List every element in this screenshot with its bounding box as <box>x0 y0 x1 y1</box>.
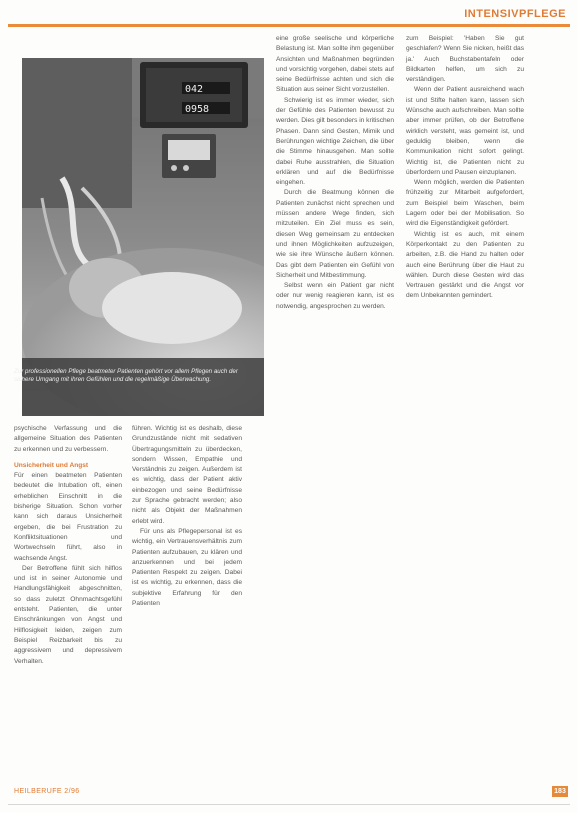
column-2-paragraph: Für uns als Pflegepersonal ist es wichtig, ein Vertrauensverhältnis zum Patienten aufzubauen, zu klären und anzuerkennen und bei jedem Patienten Respekt zu zeigen. Dabei ist es wichtig, zu erkennen, dass die subjektive Erfahrung für den Patienten <box>132 527 242 608</box>
column-1-paragraph: Der Betroffene fühlt sich hilflos und ist in seiner Autonomie und Handlungsfähigkeit abgeschnitten, so dass zuletzt Ohnmachtsgefühl entsteht. Patienten, die unter Einschränkungen von Angst und Hilflosigkeit leiden, zeigen zum Beispiel Reizbarkeit bis zu aggressivem und depressivem Verhalten. <box>14 564 122 665</box>
footer-rule <box>8 804 570 805</box>
column-2-body: führen. Wichtig ist es deshalb, diese Grundzustände nicht mit sedativen Übertragungsmitteln zu überdecken, sondern Wissen, Empathie und Verständnis zu zeigen. Außerdem ist es wichtig, dass der Patient aktiv einbezogen und seine Bedürfnisse zur Sprache gebracht werden; also nicht als Objekt der Maßnahmen erlebt wird. <box>132 425 242 525</box>
column-3-paragraph-1: Schwierig ist es immer wieder, sich der Gefühle des Patienten bewusst zu werden. Dies gilt besonders in kritischen Phasen. Dann sind Gesten, Mimik und Berührungen wichtige Zeichen, die über die Stimme hinausgehen. Man sollte dabei Ruhe ausstrahlen, die Situation erklären und auf die Bedürfnisse eingehen. <box>276 96 395 187</box>
column-3 <box>276 34 394 312</box>
intensive-care-photo <box>22 58 264 416</box>
column-1-body: Für einen beatmeten Patienten bedeutet die Intubation oft, einen erheblichen Einschnitt in die bisherige Situation. Schon vorher kann sich daraus Unsicherheit ergeben, die bei Frustration zu Konfliktsituationen und Wortwechseln führt, also in wachsende Angst. <box>14 472 122 562</box>
subheading-angst: Unsicherheit und Angst <box>14 461 89 469</box>
column-3-paragraph-2: Durch die Beatmung können die Patienten zunächst nicht sprechen und müssen andere Wege finden, sich mitzuteilen. Ein Ziel muss es sein, diesen Weg gemeinsam zu entdecken und ihnen Möglichkeiten aufzuzeigen, wie sie ihre Wünsche äußern können. Das gibt dem Patienten ein Gefühl von Sicherheit und Mitbestimmung. <box>276 189 394 279</box>
section-title: INTENSIVPFLEGE <box>464 8 566 20</box>
monitor-reading-top: 042 <box>185 84 204 95</box>
journal-footer: HEILBERUFE 2/96 <box>14 788 80 795</box>
column-1-intro: psychische Verfassung und die allgemeine Situation des Patienten zu erkennen und zu verbessern. <box>14 425 122 453</box>
column-2 <box>132 424 242 609</box>
column-3-intro: eine große seelische und körperliche Belastung ist. Man sollte ihm gegenüber Ansichten und Maßnahmen begründen und vorsichtig vorgehen, dabei stets auf seine Bedürfnisse achten und sich die Situation aus seiner Sicht vorzustellen. <box>276 35 394 94</box>
column-4-paragraph-2: Wenn möglich, werden die Patienten frühzeitig zur Mitarbeit aufgefordert, zum Beispiel beim Waschen, beim Lagern oder bei der Mobilisation. So wird die Eigenständigkeit gefördert. <box>406 179 524 228</box>
monitor-reading-bottom: 0958 <box>185 104 210 115</box>
column-3-paragraph-3: Selbst wenn ein Patient gar nicht oder nur wenig reagieren kann, ist es notwendig, angesprochen zu werden. <box>276 282 394 310</box>
column-1 <box>14 424 122 667</box>
page-number: 183 <box>552 786 568 797</box>
column-4 <box>406 34 524 302</box>
header-rule <box>8 24 570 27</box>
column-4-intro: zum Beispiel: 'Haben Sie gut geschlafen? Wenn Sie nicken, heißt das ja.' Auch Buchstabentafeln oder Bildkarten helfen, um sich zu verständigen. <box>406 35 524 84</box>
column-4-paragraph-1: Wenn der Patient ausreichend wach ist und Stifte halten kann, lassen sich Wünsche auch aufschreiben. Man sollte aber immer prüfen, ob der Betroffene wirklich versteht, was gemeint ist, und geduldig bleiben, wenn die Kommunikation nicht sofort gelingt. Wichtig ist, die Patienten nicht zu überfordern und Pausen einzuplanen. <box>406 86 524 176</box>
column-4-paragraph-3: Wichtig ist es auch, mit einem Körperkontakt zu den Patienten zu arbeiten, z.B. die Hand zu halten oder auch eine Berührung über die Haut zu wählen. Durch diese Gesten wird das Vertrauen gestärkt und die Angst vor dem Unbekannten gemindert. <box>406 230 524 300</box>
photo-caption: Zur professionellen Pflege beatmeter Patienten gehört vor allem Pflegen auch der sichere Umgang mit ihren Gefühlen und die regelmäßige Überwachung. <box>14 368 238 384</box>
